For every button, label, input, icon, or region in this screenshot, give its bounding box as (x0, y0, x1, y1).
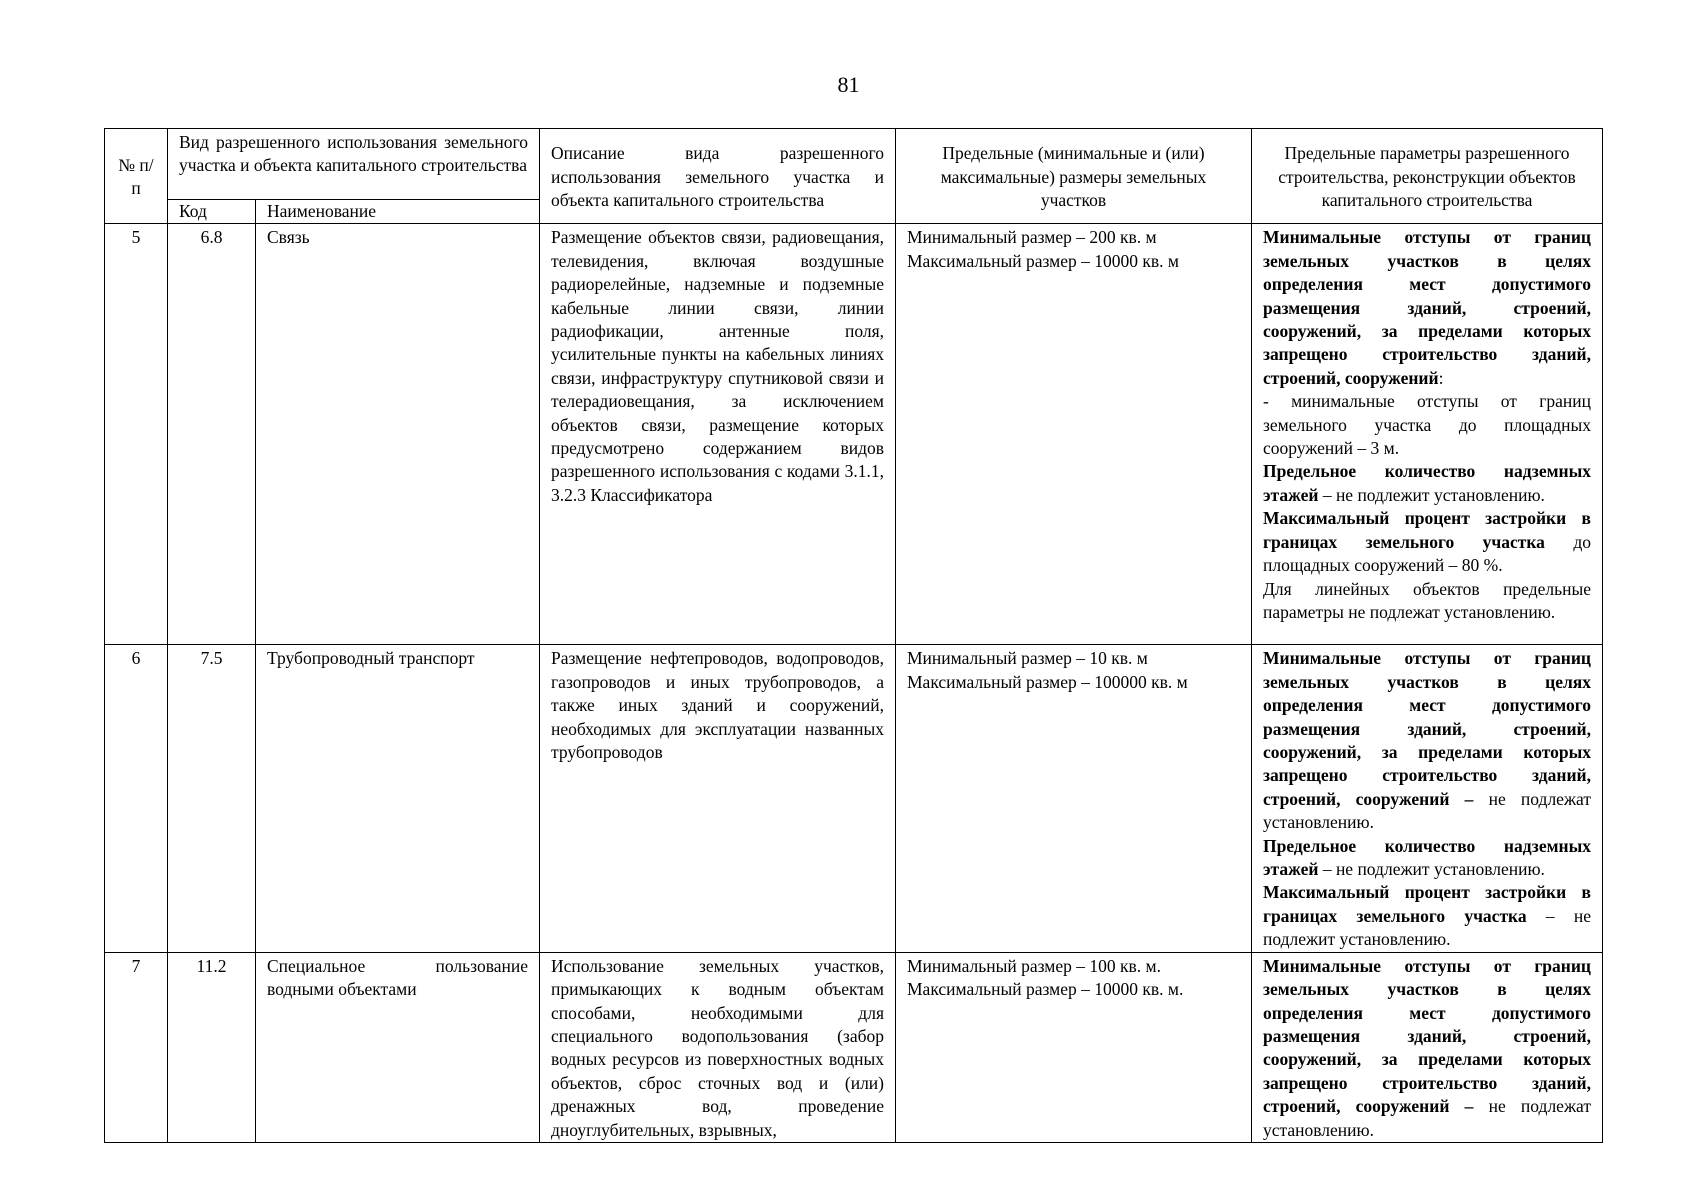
table-row (105, 224, 1603, 645)
row-build-params (1252, 224, 1603, 645)
header-name: Наименование (256, 200, 540, 224)
min-size: Минимальный размер – 100 кв. м. (907, 955, 1161, 976)
max-size: Максимальный размер – 100000 кв. м (907, 671, 1188, 692)
row-description: Использование земельных участков, примыкающих к водным объектам способами, необходимыми для специального водопользования (забор водных ресурсов из поверхностных водных объектов, сброс сточных вод и (или) дренажных вод, проведение дноуглубительных, взрывных, (540, 952, 896, 1142)
row-code: 11.2 (168, 952, 256, 1142)
coverage-heading: Максимальный процент застройки в границах земельного участка (1263, 882, 1591, 926)
setback-text: не подлежат установлению. (1263, 788, 1592, 833)
row-build-params (1252, 645, 1603, 952)
setback-text: : (1438, 367, 1444, 388)
row-name: Связь (256, 224, 540, 645)
row-name: Специальное пользование водными объектами (256, 952, 540, 1142)
row-plot-sizes (896, 645, 1252, 952)
row-num: 6 (105, 645, 168, 952)
row-num: 7 (105, 952, 168, 1142)
min-size: Минимальный размер – 10 кв. м (907, 648, 1148, 669)
setback-item: - минимальные отступы от границ земельного участка до площадных сооружений – 3 м. (1263, 391, 1591, 459)
row-plot-sizes (896, 224, 1252, 645)
setback-heading: Минимальные отступы от границ земельных участков в целях определения мест допустимого размещения зданий, строений, сооружений, за пределами которых запрещено строительство зданий, строений, сооружений – (1263, 648, 1591, 809)
floors-heading: Предельное количество надземных этажей (1263, 461, 1591, 505)
min-size: Минимальный размер – 200 кв. м (907, 227, 1157, 248)
header-num: № п/п (105, 129, 168, 224)
row-num: 5 (105, 224, 168, 645)
row-code: 6.8 (168, 224, 256, 645)
header-plot-sizes: Предельные (минимальные и (или) максимальные) размеры земельных участков (896, 129, 1252, 224)
coverage-heading: Максимальный процент застройки в границах земельного участка (1263, 508, 1591, 552)
floors-text: – не подлежит установлению. (1318, 484, 1545, 505)
row-plot-sizes (896, 952, 1252, 1142)
setback-heading: Минимальные отступы от границ земельных участков в целях определения мест допустимого размещения зданий, строений, сооружений, за пределами которых запрещено строительство зданий, строений, сооружений (1263, 227, 1591, 388)
row-build-params (1252, 952, 1603, 1142)
linear-note: Для линейных объектов предельные параметры не подлежат установлению. (1263, 578, 1591, 622)
row-description: Размещение объектов связи, радиовещания, телевидения, включая воздушные радиорелейные, надземные и подземные кабельные линии связи, линии радиофикации, антенные поля, усилительные пункты на кабельных линиях связи, инфраструктуру спутниковой связи и телерадиовещания, за исключением объектов связи, размещение которых предусмотрено содержанием видов разрешенного использования с кодами 3.1.1, 3.2.3 Классификатора (540, 224, 896, 645)
floors-heading: Предельное количество надземных этажей (1263, 835, 1591, 880)
coverage-text: до площадных сооружений – 80 %. (1263, 531, 1591, 576)
header-build-params: Предельные параметры разрешенного строительства, реконструкции объектов капитального строительства (1252, 129, 1603, 224)
coverage-text: – не подлежит установлению. (1263, 905, 1591, 950)
setback-text: не подлежат установлению. (1263, 1096, 1592, 1140)
table-row (105, 645, 1603, 952)
floors-text: – не подлежит установлению. (1318, 859, 1545, 880)
max-size: Максимальный размер – 10000 кв. м (907, 250, 1179, 271)
row-code: 7.5 (168, 645, 256, 952)
max-size: Максимальный размер – 10000 кв. м. (907, 979, 1184, 1000)
row-name: Трубопроводный транспорт (256, 645, 540, 952)
table-row (105, 952, 1603, 1142)
setback-heading: Минимальные отступы от границ земельных участков в целях определения мест допустимого размещения зданий, строений, сооружений, за пределами которых запрещено строительство зданий, строений, сооружений – (1263, 955, 1591, 1117)
header-code: Код (168, 200, 256, 224)
permitted-use-table (104, 128, 1603, 1143)
row-description: Размещение нефтепроводов, водопроводов, газопроводов и иных трубопроводов, а также иных зданий и сооружений, необходимых для эксплуатации названных трубопроводов (540, 645, 896, 952)
header-description: Описание вида разрешенного использования земельного участка и объекта капитального строительства (540, 129, 896, 224)
header-row (105, 129, 1603, 200)
header-use-type: Вид разрешенного использования земельного участка и объекта капитального строительства (168, 129, 540, 200)
page-number: 81 (837, 72, 860, 97)
